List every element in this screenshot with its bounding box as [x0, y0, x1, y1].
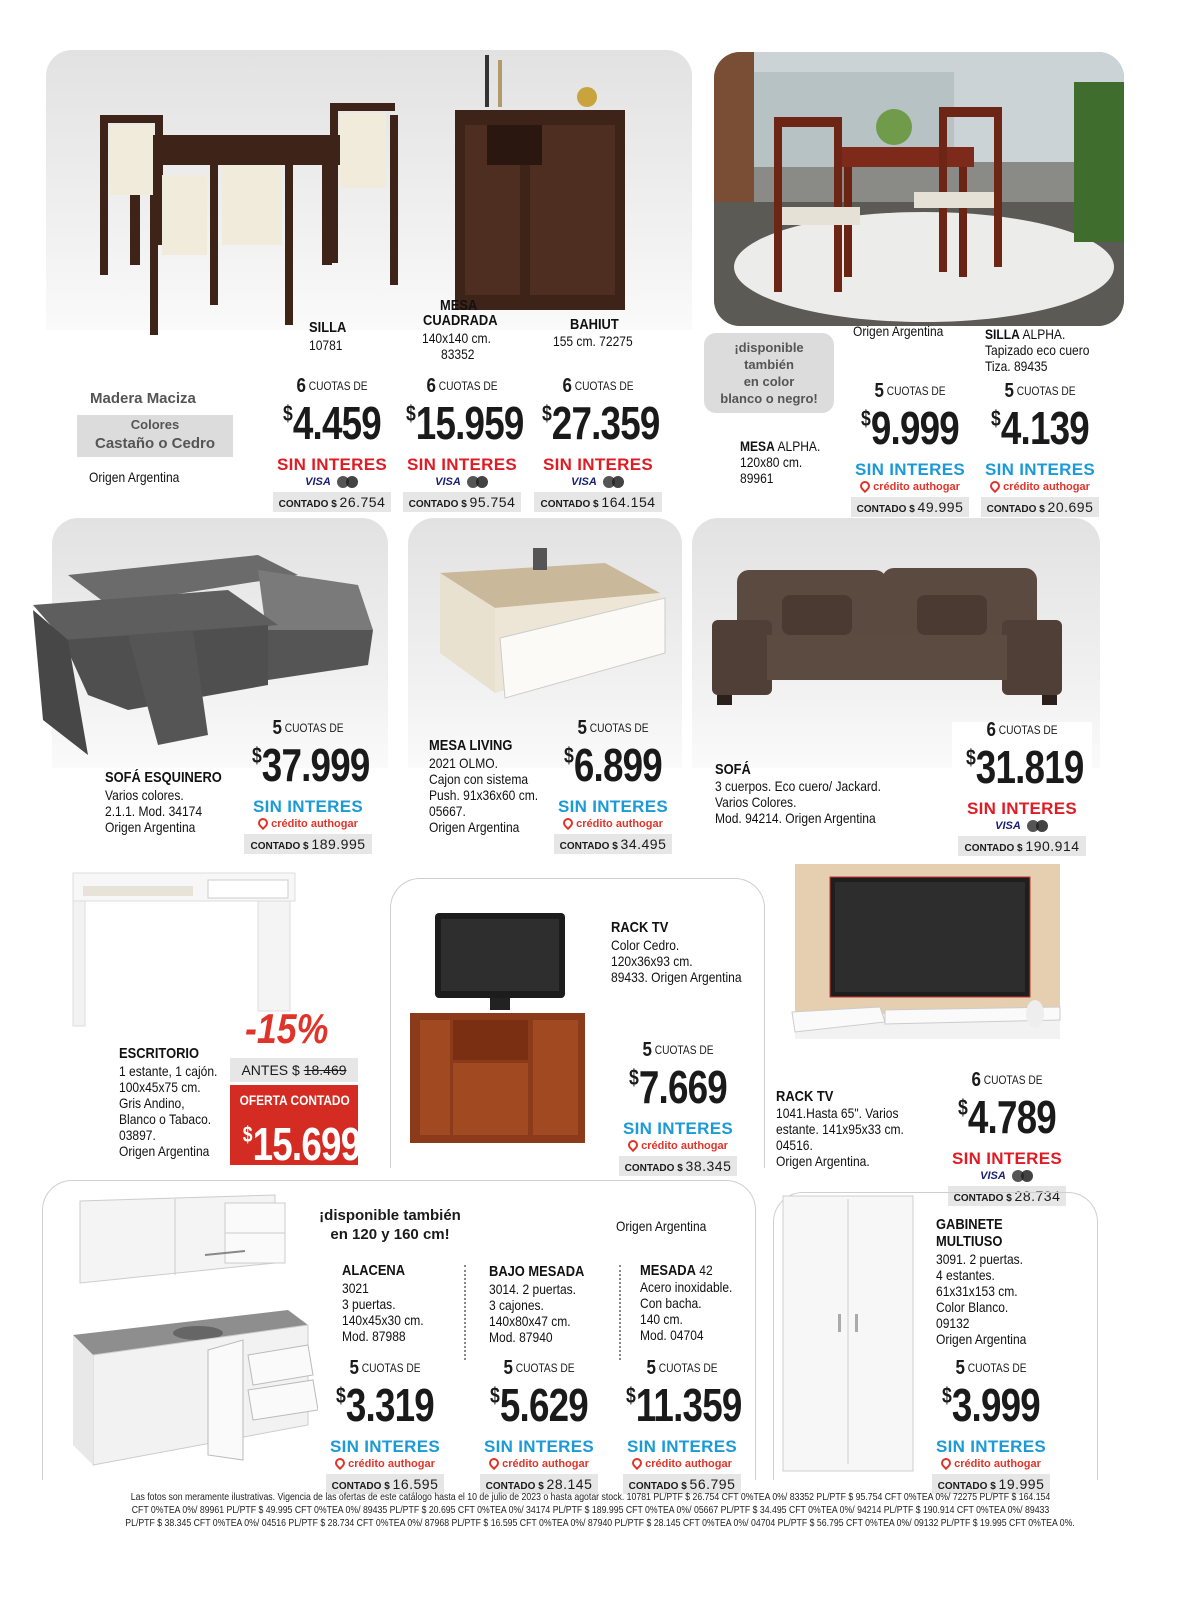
rack1-image: [405, 908, 590, 1148]
mesa-price: $15.959: [406, 397, 524, 449]
cuotas-label: 5 CUOTAS DE: [874, 380, 946, 402]
credito-authogar-logo: crédito authogar: [840, 479, 980, 495]
mesa-alpha-price: $9.999: [861, 402, 959, 454]
rack1-price-block: [608, 1039, 748, 1176]
mesa-title-2: CUADRADA: [423, 312, 498, 329]
bajo-line: 3 cajones.: [489, 1297, 544, 1313]
silla-alpha-contado: CONTADO $ 20.695: [981, 497, 1100, 517]
cuotas-label: 5 CUOTAS DE: [955, 1357, 1027, 1379]
visa-logo: VISA: [435, 476, 461, 488]
colores-title: Colores: [130, 417, 180, 432]
gabinete-line: Origen Argentina: [936, 1331, 1027, 1347]
credito-authogar-logo: crédito authogar: [612, 1456, 752, 1472]
bahiut-price: $27.359: [542, 397, 660, 449]
card-logos: [937, 1168, 1077, 1184]
rack1-contado: CONTADO $ 38.345: [619, 1156, 738, 1176]
sin-interes-text: SIN INTERES: [557, 797, 669, 816]
mesa-dims: 140x140 cm.: [422, 330, 491, 346]
sin-interes-text: SIN INTERES: [252, 797, 364, 816]
credito-authogar-logo: crédito authogar: [469, 1456, 609, 1472]
mastercard-icon: [337, 476, 359, 488]
sofa-esq-contado: CONTADO $ 189.995: [244, 834, 371, 854]
madera-label: Madera Maciza: [90, 390, 196, 407]
mesa-living-line: Cajon con sistema: [429, 771, 529, 787]
sofa-line: 3 cuerpos. Eco cuero/ Jackard.: [715, 778, 881, 794]
mastercard-icon: [603, 476, 625, 488]
credito-authogar-logo: crédito authogar: [543, 816, 683, 832]
mesa-title-1: MESA: [440, 297, 478, 314]
rack2-line: 04516.: [776, 1137, 813, 1153]
mesa-living-price: $6.899: [564, 739, 662, 791]
sin-interes-text: SIN INTERES: [935, 1437, 1047, 1456]
mastercard-icon: [1027, 820, 1049, 832]
colores-value: Castaño o Cedro: [94, 435, 215, 452]
bajo-price-block: [469, 1357, 609, 1494]
mesa-living-line: Origen Argentina: [429, 819, 520, 835]
discount-badge: -15%: [245, 1005, 329, 1052]
cuotas-label: 5 CUOTAS DE: [646, 1357, 718, 1379]
credito-authogar-logo: crédito authogar: [238, 816, 378, 832]
mesa-price-block: [392, 375, 532, 512]
gabinete-price-block: [921, 1357, 1061, 1494]
mesada-num: 42: [699, 1262, 713, 1278]
silla-price: $4.459: [283, 397, 381, 449]
credito-authogar-logo: crédito authogar: [921, 1456, 1061, 1472]
silla-alpha-price-block: [970, 380, 1110, 517]
silla-alpha-model: ALPHA.: [1022, 326, 1066, 342]
visa-logo: VISA: [980, 1170, 1006, 1182]
card-logos: [952, 818, 1092, 834]
credito-authogar-logo: crédito authogar: [970, 479, 1110, 495]
sofa-esq-price-block: [238, 717, 378, 854]
bahiut-title: BAHIUT: [570, 316, 619, 333]
sin-interes-text: SIN INTERES: [329, 1437, 441, 1456]
mesa-contado: CONTADO $ 95.754: [403, 492, 522, 512]
disponible-color-box: [704, 333, 834, 413]
bajo-line: Mod. 87940: [489, 1329, 553, 1345]
sofa-line: Mod. 94214. Origen Argentina: [715, 810, 876, 826]
oferta-box: [230, 1085, 361, 1170]
visa-logo: VISA: [995, 820, 1021, 832]
alacena-line: Mod. 87988: [342, 1328, 406, 1344]
sin-interes-text: SIN INTERES: [483, 1437, 595, 1456]
alacena-contado: CONTADO $ 16.595: [326, 1474, 445, 1494]
divider: [464, 1265, 466, 1360]
escritorio-image: [68, 868, 300, 1028]
mesa-living-contado: CONTADO $ 34.495: [554, 834, 673, 854]
mesa-alpha-contado: CONTADO $ 49.995: [851, 497, 970, 517]
card-logos: [528, 474, 668, 490]
dining-set-image: [60, 55, 680, 345]
sin-interes-text: SIN INTERES: [622, 1119, 734, 1138]
bahiut-desc: 155 cm. 72275: [553, 333, 633, 349]
disponible-line: ¡disponible: [734, 340, 804, 355]
bajo-price: $5.629: [490, 1379, 588, 1431]
bajo-mesada-image: [68, 1305, 318, 1470]
legal-line: Las fotos son meramente ilustrativas. Vigencia de las ofertas de este catálogo hasta el 10 de julio de 2023 o hasta agotar stock. 10781 PL/PTF $ 26.754 CFT 0%TEA 0%/ 83352 PL/PTF $ 95.754 CFT 0%TEA 0%/ 72275 PL/PTF $ 164.154: [130, 1491, 1051, 1503]
sin-interes-text: SIN INTERES: [406, 455, 518, 474]
bahiut-price-block: [528, 375, 668, 512]
silla-alpha-desc1: Tapizado eco cuero: [985, 342, 1090, 358]
sofa-line: Varios Colores.: [715, 794, 797, 810]
escritorio-line: Origen Argentina: [119, 1143, 210, 1159]
mesa-alpha-name: MESA: [740, 438, 775, 454]
mesada-line: 140 cm.: [640, 1311, 683, 1327]
silla-code: 10781: [309, 337, 343, 353]
sofa-contado: CONTADO $ 190.914: [958, 836, 1085, 856]
escritorio-line: Gris Andino,: [119, 1095, 185, 1111]
mesa-living-line: 05667.: [429, 803, 466, 819]
gabinete-image: [778, 1194, 918, 1474]
mesada-price: $11.359: [626, 1379, 742, 1431]
oferta-label: OFERTA CONTADO: [239, 1092, 350, 1108]
disponible-line: ¡disponible también: [319, 1207, 461, 1224]
cuotas-label: 6 CUOTAS DE: [296, 375, 368, 397]
mesada-line: Acero inoxidable.: [640, 1279, 733, 1295]
alacena-price: $3.319: [336, 1379, 434, 1431]
sin-interes-text: SIN INTERES: [854, 460, 966, 479]
gabinete-line: 3091. 2 puertas.: [936, 1251, 1024, 1267]
visa-logo: VISA: [305, 476, 331, 488]
rack2-image: [790, 862, 1065, 1042]
alacena-image: [75, 1193, 295, 1285]
sofa-price: $31.819: [966, 741, 1084, 793]
gabinete-price: $3.999: [942, 1379, 1040, 1431]
divider: [619, 1265, 621, 1360]
mesa-alpha-dims: 120x80 cm.: [740, 454, 803, 470]
rack1-title: RACK TV: [611, 919, 669, 936]
escritorio-title: ESCRITORIO: [119, 1045, 200, 1062]
rack2-price-block: [937, 1069, 1077, 1206]
mesa-code: 83352: [441, 346, 475, 362]
credito-authogar-logo: crédito authogar: [315, 1456, 455, 1472]
escritorio-line: 100x45x75 cm.: [119, 1079, 201, 1095]
rack2-price: $4.789: [958, 1091, 1056, 1143]
sofa-esq-line: Varios colores.: [105, 787, 184, 803]
gabinete-line: 4 estantes.: [936, 1267, 995, 1283]
gabinete-line: Color Blanco.: [936, 1299, 1009, 1315]
gabinete-title-1: GABINETE: [936, 1216, 1003, 1233]
origen-label: Origen Argentina: [616, 1218, 707, 1234]
silla-alpha-desc2: Tiza. 89435: [985, 358, 1048, 374]
rack2-line: estante. 141x95x33 cm.: [776, 1121, 904, 1137]
mesada-price-block: [612, 1357, 752, 1494]
cuotas-label: 6 CUOTAS DE: [971, 1069, 1043, 1091]
mastercard-icon: [467, 476, 489, 488]
mesada-title: [640, 1262, 713, 1279]
silla-alpha-title: [985, 326, 1065, 342]
cuotas-label: 6 CUOTAS DE: [562, 375, 634, 397]
alacena-line: 3 puertas.: [342, 1296, 396, 1312]
sin-interes-text: SIN INTERES: [951, 1149, 1063, 1168]
escritorio-line: 03897.: [119, 1127, 156, 1143]
cuotas-label: 5 CUOTAS DE: [642, 1039, 714, 1061]
mesa-living-title: MESA LIVING: [429, 737, 513, 754]
cuotas-label: 5 CUOTAS DE: [1004, 380, 1076, 402]
mesa-living-line: Push. 91x36x60 cm.: [429, 787, 539, 803]
mesa-living-price-block: [543, 717, 683, 854]
mesa-alpha-model: ALPHA.: [777, 438, 821, 454]
mesa-living-line: 2021 OLMO.: [429, 755, 498, 771]
sin-interes-text: SIN INTERES: [626, 1437, 738, 1456]
bahiut-contado: CONTADO $ 164.154: [534, 492, 661, 512]
disponible-line: en color: [743, 374, 795, 389]
sofa-esq-line: Origen Argentina: [105, 819, 196, 835]
rack1-line: 89433. Origen Argentina: [611, 969, 742, 985]
rack2-contado: CONTADO $ 28.734: [948, 1186, 1067, 1206]
mesa-alpha-code: 89961: [740, 470, 774, 486]
rack2-line: Origen Argentina.: [776, 1153, 870, 1169]
sofa-esq-price: $37.999: [252, 739, 370, 791]
sofa-esq-line: 2.1.1. Mod. 34174: [105, 803, 203, 819]
mesada-line: Mod. 04704: [640, 1327, 704, 1343]
gabinete-line: 61x31x153 cm.: [936, 1283, 1018, 1299]
gabinete-title-2: MULTIUSO: [936, 1233, 1003, 1250]
visa-logo: VISA: [571, 476, 597, 488]
cuotas-label: 5 CUOTAS DE: [272, 717, 344, 739]
alacena-price-block: [315, 1357, 455, 1494]
rack1-line: Color Cedro.: [611, 937, 680, 953]
bajo-line: 140x80x47 cm.: [489, 1313, 571, 1329]
silla-title: SILLA: [309, 319, 347, 336]
antes-price: [230, 1058, 358, 1082]
sofa-price-block: [952, 719, 1092, 856]
alacena-title: ALACENA: [342, 1262, 406, 1279]
sin-interes-text: SIN INTERES: [984, 460, 1096, 479]
gabinete-contado: CONTADO $ 19.995: [932, 1474, 1051, 1494]
legal-footer: [30, 1491, 1151, 1530]
rack1-price: $7.669: [629, 1061, 727, 1113]
mesa-alpha-price-block: [840, 380, 980, 517]
rack2-line: 1041.Hasta 65". Varios: [776, 1105, 899, 1121]
antes-value: 18.469: [303, 1062, 347, 1078]
sin-interes-text: SIN INTERES: [276, 455, 388, 474]
origen-label: Origen Argentina: [853, 323, 944, 339]
alacena-line: 140x45x30 cm.: [342, 1312, 424, 1328]
cuotas-label: 5 CUOTAS DE: [503, 1357, 575, 1379]
legal-line: PL/PTF $ 38.345 CFT 0%TEA 0%/ 04516 PL/PTF $ 28.734 CFT 0%TEA 0%/ 87968 PL/PTF $ 16.595 CFT 0%TEA 0%/ 87940 PL/PTF $ 28.145 CFT 0%TEA 0%/ 04704 PL/PTF $ 56.795 CFT 0%TEA 0%/ 09132 PL/PTF $ 19.995 CFT 0%TEA 0%.: [125, 1517, 1075, 1529]
sin-interes-text: SIN INTERES: [542, 455, 654, 474]
mesada-line: Con bacha.: [640, 1295, 702, 1311]
cuotas-label: 5 CUOTAS DE: [349, 1357, 421, 1379]
bajo-title: BAJO MESADA: [489, 1263, 585, 1280]
bajo-line: 3014. 2 puertas.: [489, 1281, 577, 1297]
card-logos: [392, 474, 532, 490]
silla-price-block: [262, 375, 402, 512]
mesa-living-image: [435, 543, 670, 703]
gabinete-line: 09132: [936, 1315, 970, 1331]
antes-label: ANTES $: [241, 1062, 300, 1078]
disponible-line: también: [744, 357, 794, 372]
cuotas-label: 6 CUOTAS DE: [986, 719, 1058, 741]
rack1-line: 120x36x93 cm.: [611, 953, 693, 969]
escritorio-line: Blanco o Tabaco.: [119, 1111, 212, 1127]
disponible-line: blanco o negro!: [720, 391, 818, 406]
cuotas-label: 6 CUOTAS DE: [426, 375, 498, 397]
mesada-contado: CONTADO $ 56.795: [623, 1474, 742, 1494]
disponible-sizes-text: [315, 1206, 465, 1244]
cuotas-label: 5 CUOTAS DE: [577, 717, 649, 739]
alpha-dining-photo: [714, 52, 1124, 326]
alacena-line: 3021: [342, 1280, 369, 1296]
silla-alpha-price: $4.139: [991, 402, 1089, 454]
silla-alpha-name: SILLA: [985, 326, 1020, 342]
legal-line: CFT 0%TEA 0%/ 89961 PL/PTF $ 49.995 CFT 0%TEA 0%/ 89435 PL/PTF $ 20.695 CFT 0%TEA 0%/ 34174 PL/PTF $ 189.995 CFT 0%TEA 0%/ 05667 PL/PTF $ 34.495 CFT 0%TEA 0%/ 94214 PL/PTF $ 190.914 CFT 0%TEA 0%/ 89433: [131, 1504, 1050, 1516]
silla-contado: CONTADO $ 26.754: [273, 492, 392, 512]
credito-authogar-logo: crédito authogar: [608, 1138, 748, 1154]
rack2-title: RACK TV: [776, 1088, 834, 1105]
mesa-alpha-title: [740, 438, 820, 454]
mastercard-icon: [1012, 1170, 1034, 1182]
origen-label: Origen Argentina: [89, 469, 180, 485]
sofa-title: SOFÁ: [715, 761, 751, 778]
sofa-esq-title: SOFÁ ESQUINERO: [105, 769, 222, 786]
sofa-image: [712, 565, 1062, 715]
disponible-line: en 120 y 160 cm!: [330, 1226, 450, 1243]
card-logos: [262, 474, 402, 490]
bajo-contado: CONTADO $ 28.145: [480, 1474, 599, 1494]
oferta-price: $15.699: [242, 1118, 361, 1170]
escritorio-line: 1 estante, 1 cajón.: [119, 1063, 218, 1079]
sin-interes-text: SIN INTERES: [966, 799, 1078, 818]
mesada-name: MESADA: [640, 1262, 696, 1279]
colores-box: [77, 415, 233, 457]
